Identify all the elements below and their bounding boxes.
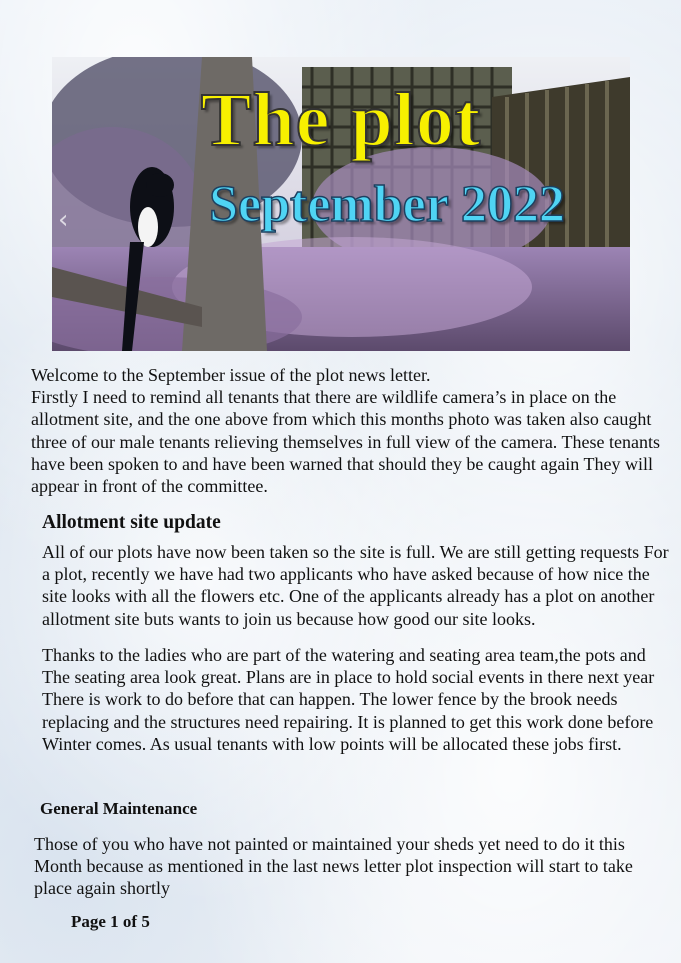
intro-line-welcome: Welcome to the September issue of the plot news letter. xyxy=(31,365,431,385)
page-number: Page 1 of 5 xyxy=(71,912,150,931)
update-paragraph-1: All of our plots have now been taken so the site is full. We are still getting requests For a plot, recently we have had two applicants who have asked because of how nice the site looks with all the flowers etc. One of the applicants already has a plot on another allotment site buts wants to join us because how good our site looks. xyxy=(42,542,669,629)
section-heading-maintenance: General Maintenance xyxy=(40,799,198,818)
section-heading-update: Allotment site update xyxy=(42,512,221,533)
banner xyxy=(52,57,630,351)
intro-line-camera: Firstly I need to remind all tenants that there are wildlife camera’s in place on the allotment site, and the one above from which this months photo was taken also caught three of our male tenants relieving themselves in full view of the camera. These tenants have been spoken to and have been warned that should they be caught again They will appear in front of the committee. xyxy=(31,387,660,497)
chevron-left-icon[interactable]: ‹ xyxy=(58,205,69,235)
intro-text xyxy=(31,364,661,497)
maintenance-paragraph: Those of you who have not painted or maintained your sheds yet need to do it this Month because as mentioned in the last news letter plot inspection will start to take place again shortly xyxy=(34,834,633,899)
newsletter-title: The plot xyxy=(200,78,482,162)
issue-date: September 2022 xyxy=(209,176,565,233)
update-paragraph-2: Thanks to the ladies who are part of the watering and seating area team,the pots and The seating area look great. Plans are in place to hold social events in there next year There is work to do before that can happen. The lower fence by the brook needs replacing and the structures need repairing. It is planned to get this work done before Winter comes. As usual tenants with low points will be allocated these jobs first. xyxy=(42,645,655,754)
